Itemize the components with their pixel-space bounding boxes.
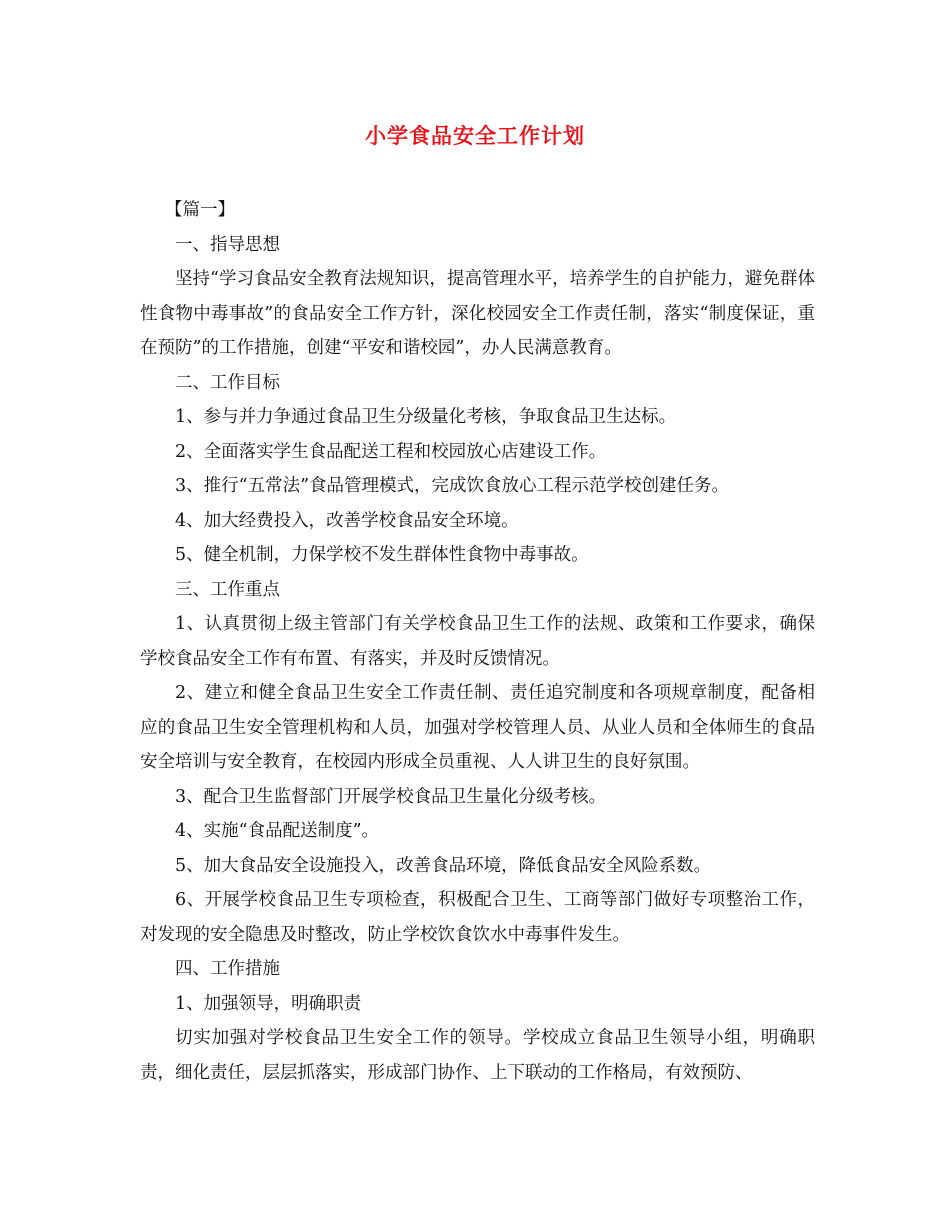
list-item: 3、配合卫生监督部门开展学校食品卫生量化分级考核。 — [175, 786, 607, 807]
list-item: 1、参与并力争通过食品卫生分级量化考核，争取食品卫生达标。 — [175, 407, 677, 427]
list-item: 2、全面落实学生食品配送工程和校园放心店建设工作。 — [175, 441, 607, 462]
list-item: 5、加大食品安全设施投入，改善食品环境，降低食品安全风险系数。 — [175, 855, 712, 876]
section-heading: 一、指导思想 — [175, 234, 280, 255]
list-item: 4、加大经费投入，改善学校食品安全环境。 — [175, 510, 519, 531]
document-body — [140, 193, 815, 1090]
list-item: 4、实施“食品配送制度”。 — [175, 821, 380, 841]
list-item: 2、建立和健全食品卫生安全工作责任制、责任追究制度和各项规章制度，配备相应的食品卫生安全管理机构和人员，加强对学校管理人员、从业人员和全体师生的食品安全培训与安全教育，在校园内形成全员重视、人人讲卫生的良好氛围。 — [140, 683, 815, 772]
list-item: 5、健全机制，力保学校不发生群体性食物中毒事故。 — [175, 545, 589, 565]
section-heading: 二、工作目标 — [175, 372, 280, 393]
paragraph: 切实加强对学校食品卫生安全工作的领导。学校成立食品卫生领导小组，明确职责，细化责任，层层抓落实，形成部门协作、上下联动的工作格局，有效预防、 — [140, 1028, 815, 1083]
section-label: 【篇一】 — [165, 200, 235, 220]
section-heading: 四、工作措施 — [175, 959, 280, 979]
paragraph: 坚持“学习食品安全教育法规知识，提高管理水平，培养学生的自护能力，避免群体性食物中毒事故”的食品安全工作方针，深化校园安全工作责任制，落实“制度保证，重在预防”的工作措施，创建“平安和谐校园”，办人民满意教育。 — [140, 269, 815, 358]
list-item: 1、认真贯彻上级主管部门有关学校食品卫生工作的法规、政策和工作要求，确保学校食品安全工作有布置、有落实，并及时反馈情况。 — [140, 614, 815, 669]
list-item: 3、推行“五常法”食品管理模式，完成饮食放心工程示范学校创建任务。 — [175, 476, 730, 496]
document-title: 小学食品安全工作计划 — [365, 123, 585, 148]
list-item: 6、开展学校食品卫生专项检查，积极配合卫生、工商等部门做好专项整治工作，对发现的安全隐患及时整改，防止学校饮食饮水中毒事件发生。 — [140, 890, 815, 945]
subsection-heading: 1、加强领导，明确职责 — [175, 993, 362, 1014]
section-heading: 三、工作重点 — [175, 579, 280, 600]
